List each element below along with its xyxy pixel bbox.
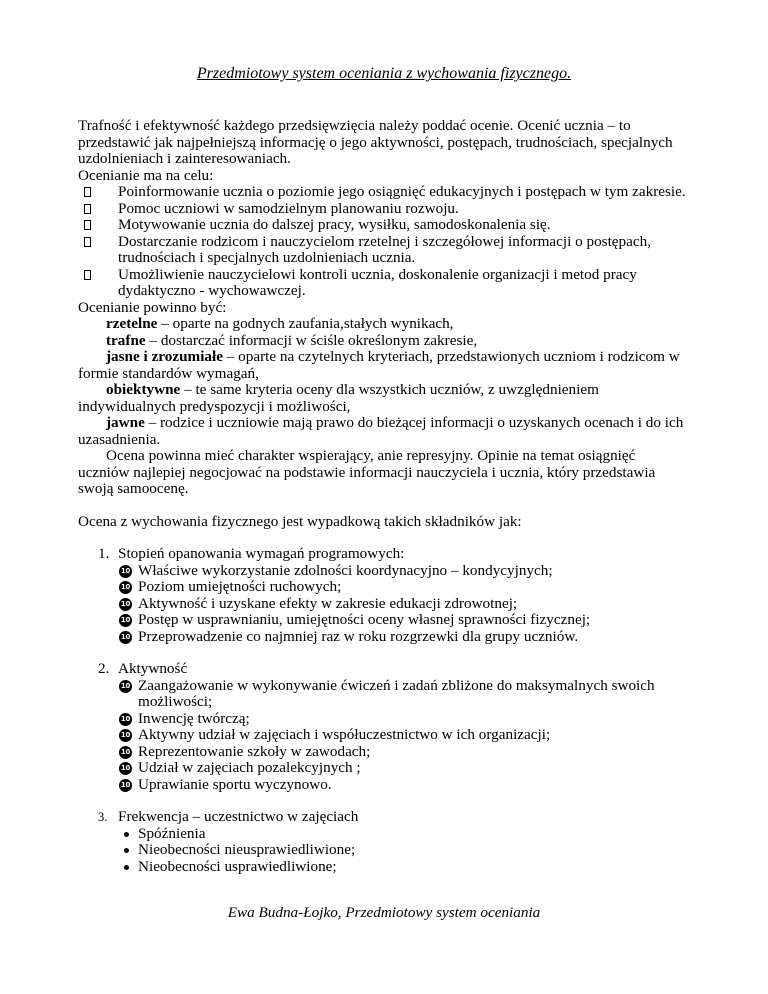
components-heading: Ocena z wychowania fizycznego jest wypadkową takich składników jak:: [78, 512, 522, 530]
section-item: [78, 711, 690, 728]
numbered-circle-icon: 10: [119, 779, 132, 792]
criterion-text: – rodzice i uczniowie mają prawo do bieżącej informacji o uzyskanych ocenach i do ich uzasadnienia.: [78, 414, 684, 448]
section-title: Aktywność: [118, 660, 188, 677]
square-bullet-icon: [84, 187, 91, 197]
document-title: Przedmiotowy system oceniania z wychowania fizycznego.: [196, 65, 572, 82]
criterion-term: jasne i zrozumiałe: [106, 348, 223, 365]
section-item: [78, 744, 690, 761]
criterion-term: rzetelne: [106, 315, 158, 332]
section-item: [78, 579, 690, 596]
section-item: [78, 596, 690, 613]
section-item: [78, 563, 690, 580]
criterion-text: – te same kryteria oceny dla wszystkich uczniów, z uwzględnieniem indywidualnych predyspozycji i możliwości,: [78, 381, 599, 415]
criteria-list: [78, 316, 690, 448]
goal-item: [78, 234, 690, 267]
section-title: Frekwencja – uczestnictwo w zajęciach: [118, 808, 359, 825]
criterion-text: – oparte na godnych zaufania,stałych wynikach,: [157, 315, 454, 332]
numbered-circle-icon: 10: [119, 581, 132, 594]
numbered-circle-icon: 10: [119, 746, 132, 759]
section-item-text: Reprezentowanie szkoły w zawodach;: [138, 742, 371, 760]
intro-paragraph: Trafność i efektywność każdego przedsięwzięcia należy poddać ocenie. Ocenić ucznia – to przedstawić jak najpełniejszą informację o jego aktywności, postępach, trudnościach, specjalnych uzdolnieniach i zainteresowaniach.: [78, 117, 673, 167]
section-item: [78, 678, 690, 711]
numbered-circle-icon: 10: [119, 762, 132, 775]
section-item: [78, 777, 690, 794]
dot-bullet-icon: [124, 848, 129, 853]
section-item: [78, 760, 690, 777]
section-item: [78, 727, 690, 744]
goal-item: [78, 217, 690, 234]
section-number: 3.: [98, 810, 108, 824]
numbered-circle-icon: 10: [119, 614, 132, 627]
section-item: [78, 842, 690, 859]
numbered-circle-icon: 10: [119, 598, 132, 611]
section-title: Stopień opanowania wymagań programowych:: [118, 545, 405, 562]
section-item-text: Aktywny udział w zajęciach i współuczestnictwo w ich organizacji;: [138, 726, 551, 743]
section-item-text: Spóźnienia: [138, 824, 206, 842]
section-items: [78, 678, 690, 794]
goal-text: Dostarczanie rodzicom i nauczycielom rzetelnej i szczegółowej informacji o postępach, trudnościach i specjalnych uzdolnieniach ucznia.: [118, 232, 652, 266]
numbered-circle-icon: 10: [119, 713, 132, 726]
numbered-circle-icon: 10: [119, 729, 132, 742]
section-heading: [78, 546, 690, 563]
section-item-text: Postęp w usprawnianiu, umiejętności oceny własnej sprawności fizycznej;: [138, 611, 591, 628]
section-item-text: Nieobecności nieusprawiedliwione;: [138, 841, 356, 858]
goal-text: Poinformowanie ucznia o poziomie jego osiągnięć edukacyjnych i postępach w tym zakresie.: [118, 183, 686, 200]
section-item-text: Uprawianie sportu wyczynowo.: [138, 775, 332, 793]
section-item-text: Przeprowadzenie co najmniej raz w roku rozgrzewki dla grupy uczniów.: [138, 627, 579, 645]
criterion-item: [78, 415, 690, 448]
goals-list: [78, 184, 690, 300]
section-heading: [78, 661, 690, 678]
criterion-item: [78, 382, 690, 415]
dot-bullet-icon: [124, 832, 129, 837]
criterion-text: – oparte na czytelnych kryteriach, przedstawionych uczniom i rodzicom w formie standardów wymagań,: [78, 348, 680, 382]
square-bullet-icon: [84, 237, 91, 247]
criterion-term: obiektywne: [106, 381, 181, 398]
section-item: [78, 859, 690, 876]
section-item-text: Zaangażowanie w wykonywanie ćwiczeń i zadań zbliżone do maksymalnych swoich możliwości;: [138, 676, 655, 710]
section-item: [78, 612, 690, 629]
goal-item: [78, 267, 690, 300]
square-bullet-icon: [84, 204, 91, 214]
section-item-text: Właściwe wykorzystanie zdolności koordynacyjno – kondycyjnych;: [138, 561, 553, 579]
components-sections: [78, 546, 690, 875]
section-item-text: Inwencję twórczą;: [138, 709, 250, 727]
numbered-circle-icon: 10: [119, 565, 132, 578]
component-section: [78, 661, 690, 793]
section-number: 2.: [98, 660, 110, 677]
goal-text: Motywowanie ucznia do dalszej pracy, wysiłku, samodoskonalenia się.: [118, 216, 551, 233]
section-heading: [78, 809, 690, 826]
criterion-term: jawne: [106, 414, 145, 431]
section-item-text: Poziom umiejętności ruchowych;: [138, 578, 342, 595]
square-bullet-icon: [84, 220, 91, 230]
criteria-heading: Ocenianie powinno być:: [78, 298, 227, 316]
goal-text: Pomoc uczniowi w samodzielnym planowaniu rozwoju.: [118, 199, 459, 217]
numbered-circle-icon: 10: [119, 631, 132, 644]
section-items: [78, 826, 690, 876]
section-item-text: Udział w zajęciach pozalekcyjnych ;: [138, 759, 361, 776]
criterion-item: [78, 333, 690, 350]
goals-heading: Ocenianie ma na celu:: [78, 166, 214, 184]
criterion-item: [78, 316, 690, 333]
criterion-term: trafne: [106, 331, 146, 349]
page-footer: Ewa Budna-Łojko, Przedmiotowy system oceniania: [227, 904, 541, 921]
section-item-text: Aktywność i uzyskane efekty w zakresie edukacji zdrowotnej;: [138, 594, 518, 612]
criterion-text: – dostarczać informacji w ściśle określonym zakresie,: [145, 331, 478, 349]
goal-item: [78, 184, 690, 201]
numbered-circle-icon: 10: [119, 680, 132, 693]
goal-text: Umożliwienie nauczycielowi kontroli ucznia, doskonalenie organizacji i metod pracy dydaktyczno - wychowawczej.: [118, 265, 637, 299]
component-section: [78, 546, 690, 645]
section-number: 1.: [98, 545, 110, 562]
square-bullet-icon: [84, 270, 91, 280]
section-item: [78, 629, 690, 646]
dot-bullet-icon: [124, 865, 129, 870]
goal-item: [78, 201, 690, 218]
document-body: [78, 118, 690, 875]
section-items: [78, 563, 690, 646]
section-item: [78, 826, 690, 843]
note-paragraph: Ocena powinna mieć charakter wspierający, anie represyjny. Opinie na temat osiągnięć uczniów najlepiej negocjować na podstawie informacji nauczyciela i ucznia, który przedstawia swoją samoocenę.: [78, 447, 656, 497]
criterion-item: [78, 349, 690, 382]
component-section: [78, 809, 690, 875]
section-item-text: Nieobecności usprawiedliwione;: [138, 857, 337, 875]
